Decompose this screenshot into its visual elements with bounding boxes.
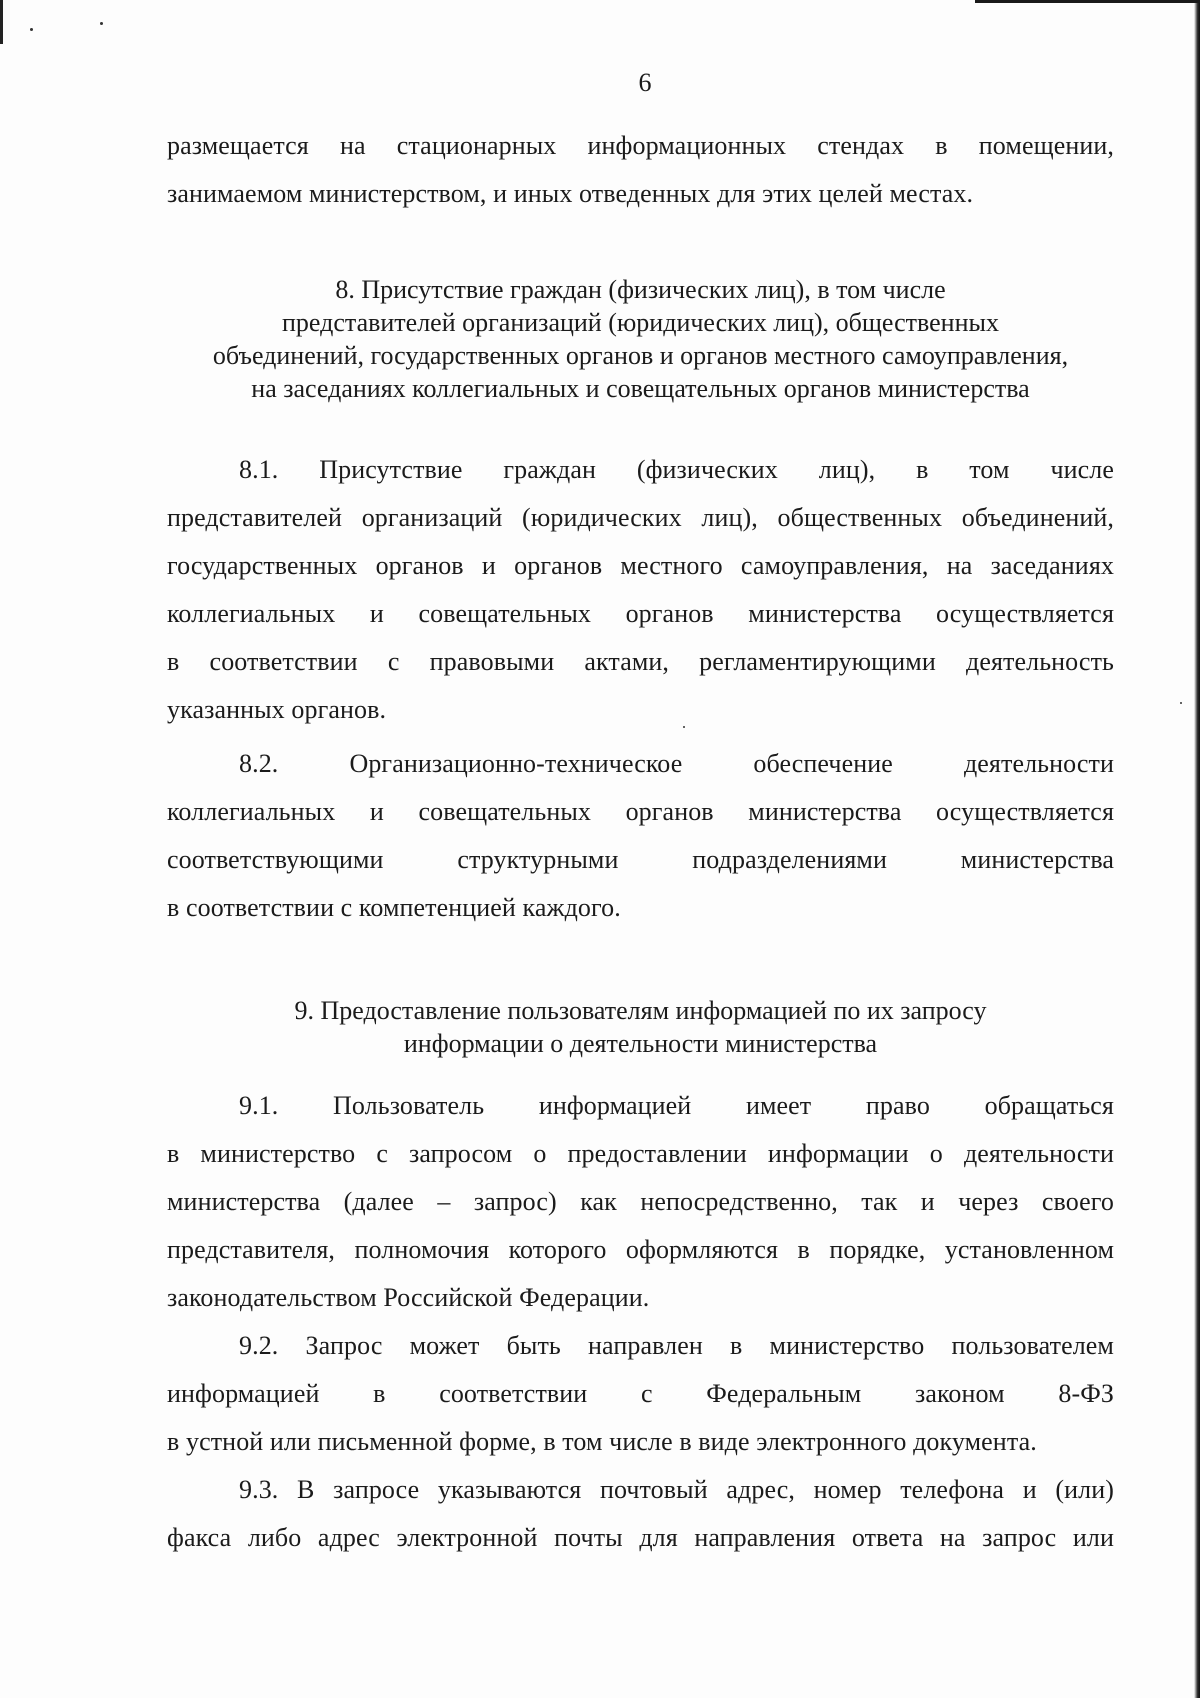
text-line: в устной или письменной форме, в том числе в виде электронного документа.: [167, 1427, 1037, 1456]
heading-line: представителей организаций (юридических лиц), общественных: [282, 308, 999, 337]
text-line: 8.2. Организационно-техническое обеспечение деятельности: [239, 749, 1114, 778]
scan-corner-mark: [0, 0, 3, 44]
heading-line: на заседаниях коллегиальных и совещательных органов министерства: [251, 374, 1030, 403]
text-line: коллегиальных и совещательных органов министерства осуществляется: [167, 797, 1114, 826]
text-line: представителя, полномочия которого оформляются в порядке, установленном: [167, 1235, 1114, 1264]
text-line: представителей организаций (юридических лиц), общественных объединений,: [167, 503, 1114, 532]
text-line: 9.3. В запросе указываются почтовый адрес, номер телефона и (или): [239, 1475, 1114, 1504]
text-line: соответствующими структурными подразделениями министерства: [167, 845, 1114, 874]
intro-paragraph: [167, 122, 1114, 218]
paragraph-8-2: [167, 740, 1114, 932]
heading-line: информации о деятельности министерства: [403, 1029, 878, 1058]
section-8-heading: [167, 273, 1114, 405]
page-number: 6: [638, 68, 652, 97]
text-line: 8.1. Присутствие граждан (физических лиц), в том числе: [239, 455, 1114, 484]
heading-line: 9. Предоставление пользователям информацией по их запросу: [294, 996, 987, 1025]
text-line: факса либо адрес электронной почты для направления ответа на запрос или: [167, 1523, 1114, 1552]
text-line: 9.1. Пользователь информацией имеет право обращаться: [239, 1091, 1114, 1120]
scan-edge-right: [1194, 0, 1200, 1698]
section-9-heading: [167, 994, 1114, 1060]
text-line: в министерство с запросом о предоставлении информации о деятельности: [167, 1139, 1114, 1168]
text-line: указанных органов.: [167, 695, 387, 724]
paragraph-8-1: [167, 446, 1114, 734]
text-line: информацией в соответствии с Федеральным законом 8-ФЗ: [167, 1379, 1114, 1408]
scan-edge-top: [975, 0, 1200, 3]
paragraph-9-1: [167, 1082, 1114, 1322]
text-line: министерства (далее – запрос) как непосредственно, так и через своего: [167, 1187, 1114, 1216]
text-line: в соответствии с правовыми актами, регламентирующими деятельность: [167, 647, 1114, 676]
paragraph-9-2: [167, 1322, 1114, 1466]
heading-line: 8. Присутствие граждан (физических лиц), в том числе: [335, 275, 946, 304]
paragraph-9-3: [167, 1466, 1114, 1562]
text-line: 9.2. Запрос может быть направлен в министерство пользователем: [239, 1331, 1114, 1360]
text-line: размещается на стационарных информационных стендах в помещении,: [167, 131, 1114, 160]
scan-speck: [30, 28, 33, 31]
heading-line: объединений, государственных органов и органов местного самоуправления,: [212, 341, 1069, 370]
text-line: занимаемом министерством, и иных отведенных для этих целей местах.: [167, 179, 974, 208]
text-line: коллегиальных и совещательных органов министерства осуществляется: [167, 599, 1114, 628]
scan-speck: [1180, 702, 1182, 704]
text-line: законодательством Российской Федерации.: [167, 1283, 650, 1312]
text-line: в соответствии с компетенцией каждого.: [167, 893, 621, 922]
text-line: государственных органов и органов местного самоуправления, на заседаниях: [167, 551, 1114, 580]
scan-speck: [100, 22, 103, 25]
